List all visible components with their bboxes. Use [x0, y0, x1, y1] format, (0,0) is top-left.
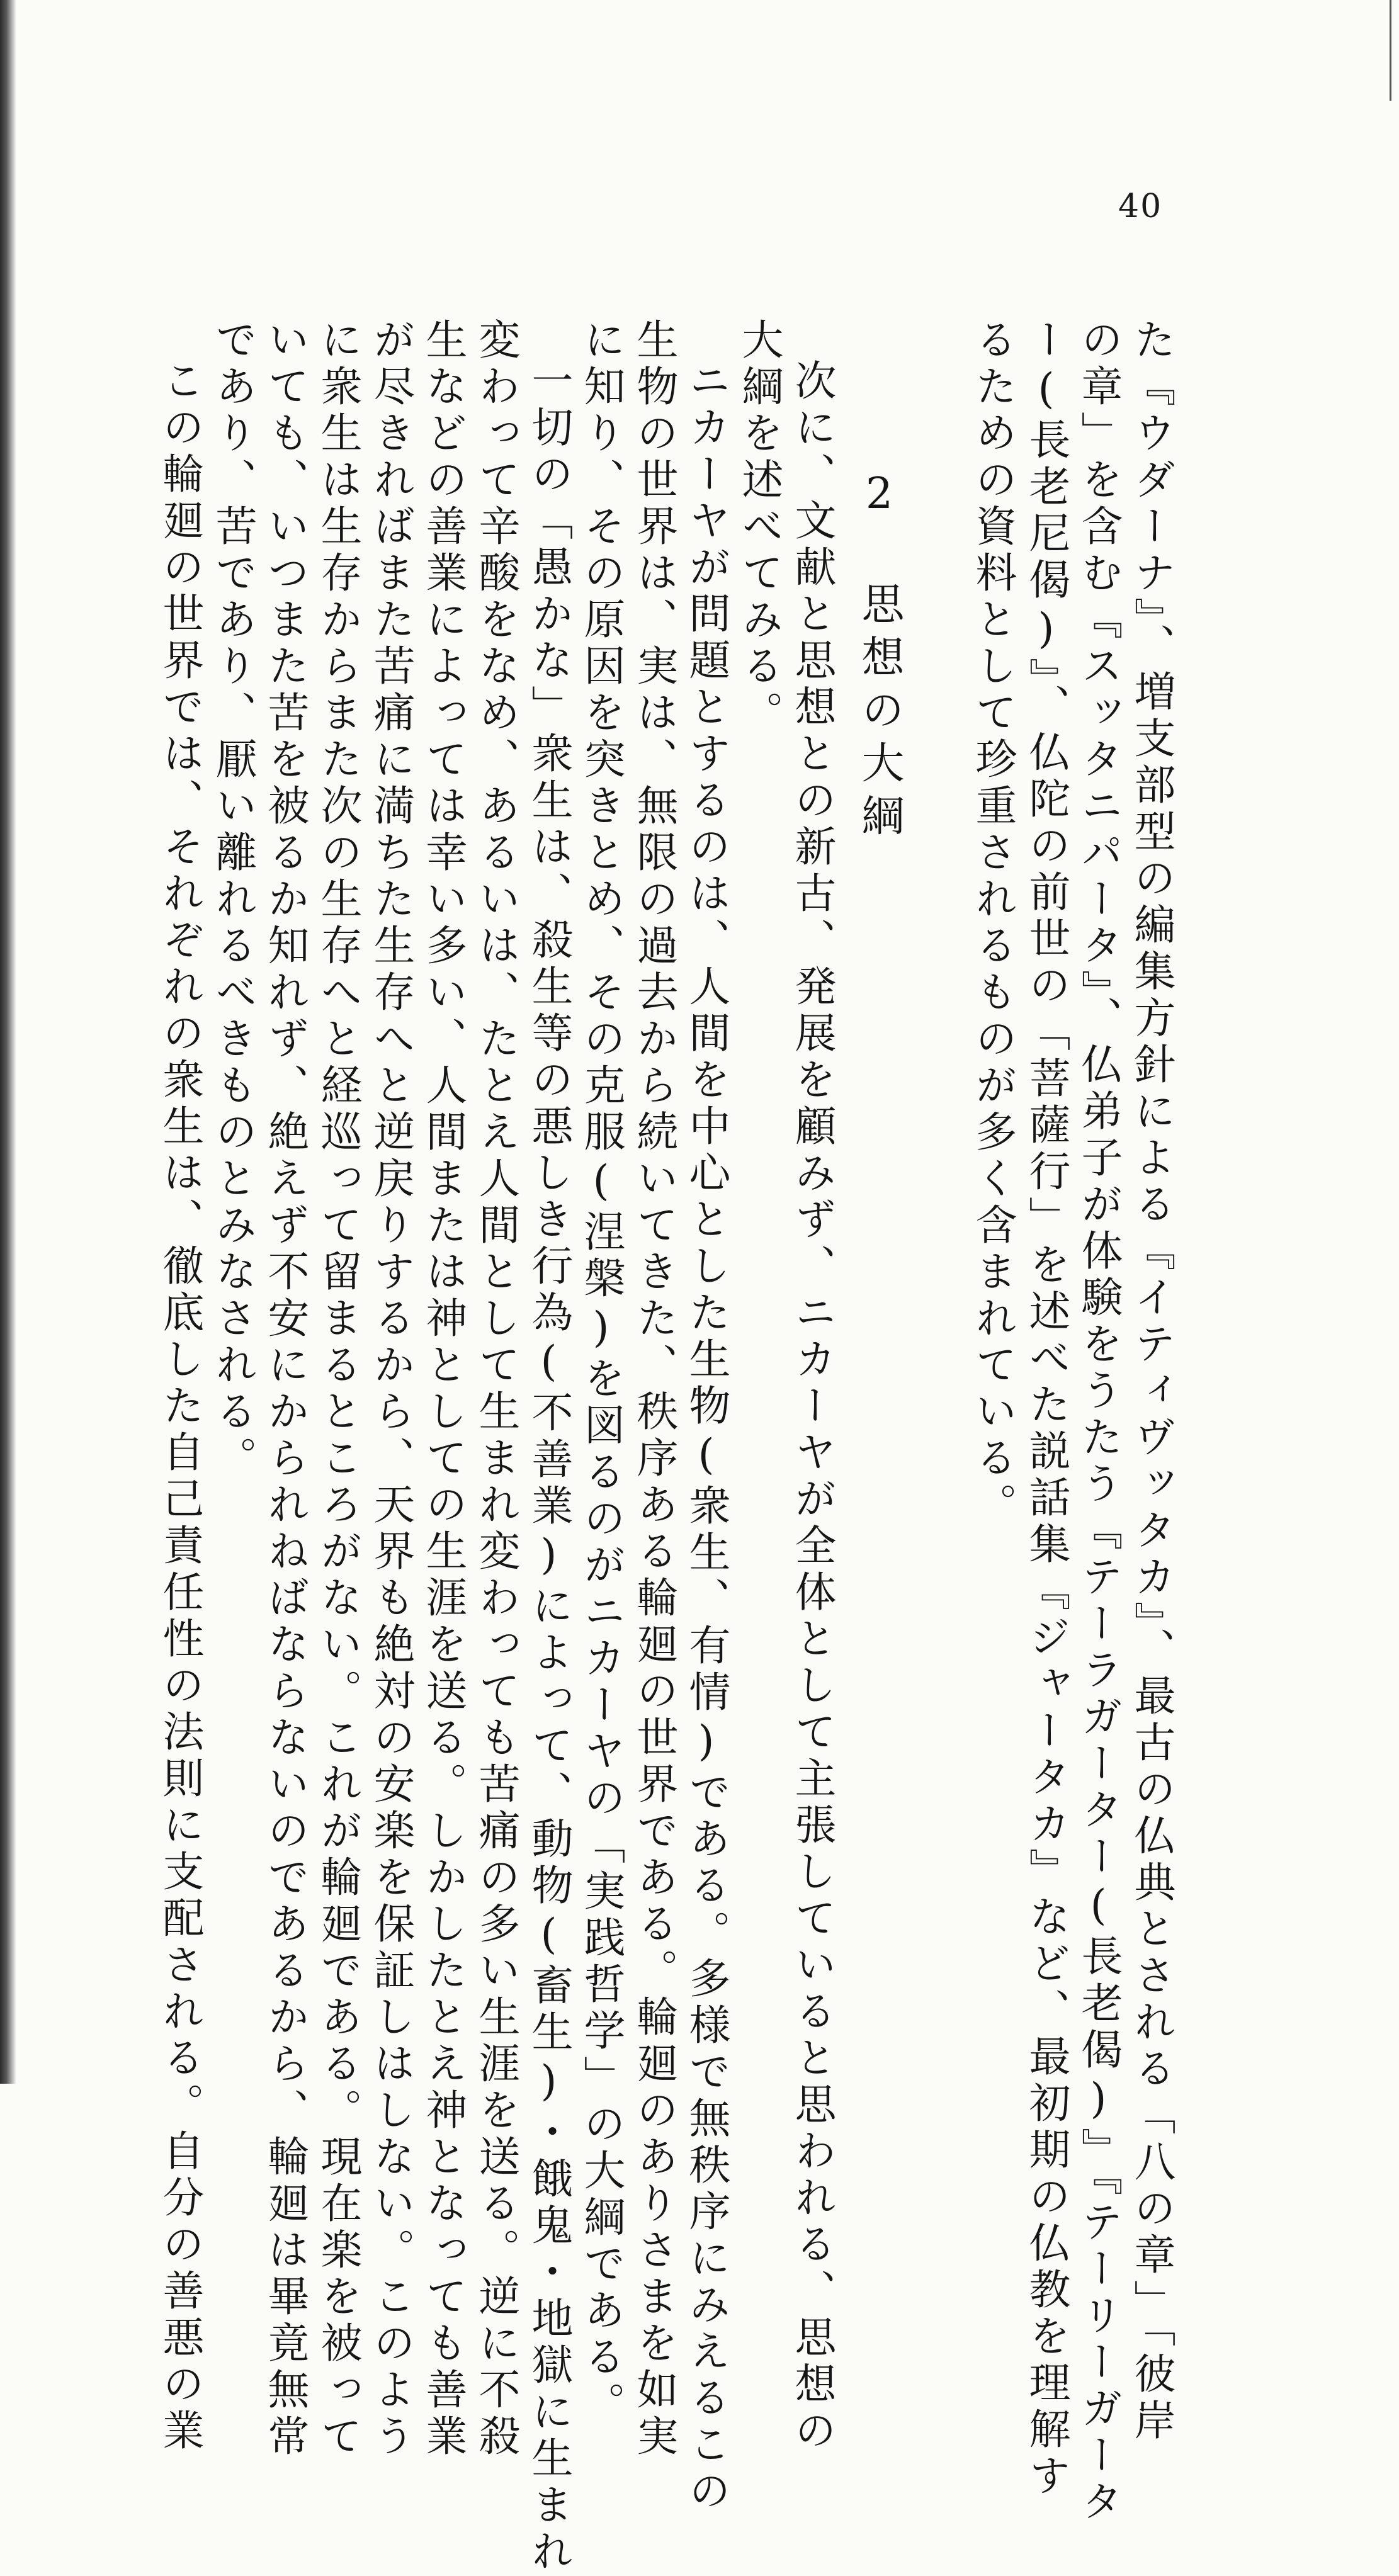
section-number: 2	[854, 469, 904, 529]
text-column-12: 生などの善業によっては幸い多い、人間または神としての生涯を送る。しかしたとえ神となっても善業	[419, 318, 467, 2461]
text-column-17: この輪廻の世界では、それぞれの衆生は、徹底した自己責任性の法則に支配される。自分の善悪の業	[156, 359, 204, 2455]
text-column-4: るための資料として珍重されるものが多く含まれている。	[968, 318, 1017, 1529]
text-column-14: に衆生は生存からまた次の生存へと経巡って留まるところがない。これが輪廻である。現在楽を被って	[314, 318, 362, 2461]
text-column-6: 大綱を述べてみる。	[735, 318, 783, 737]
text-column-11: 変わって辛酸をなめ、あるいは、たとえ人間として生まれ変わっても苦痛の多い生涯を送る。逆に不殺	[472, 318, 520, 2461]
text-column-9: に知り、その原因を突きとめ、その克服(涅槃)を図るのがニカーヤの「実践哲学」の大綱である。	[577, 318, 625, 2428]
text-column-10: 一切の「愚かな」衆生は、殺生等の悪しき行為(不善業)によって、動物(畜生)・餓鬼・地獄に生まれ	[524, 359, 573, 2576]
section-gap	[854, 529, 904, 582]
section-heading	[854, 469, 904, 846]
text-column-2: の章」を含む『スッタニパータ』、仏弟子が体験をうたう『テーラガーター(長老偈)』『テーリーガータ	[1074, 318, 1123, 2526]
binding-shadow	[0, 0, 16, 2084]
text-column-7: ニカーヤが問題とするのは、人間を中心とした生物(衆生、有情)である。多様で無秩序にみえるこの	[682, 359, 730, 2516]
text-column-3: ー(長老尼偈)』、仏陀の前世の「菩薩行」を述べた説話集『ジャータカ』など、最初期の仏教を理解す	[1022, 318, 1070, 2500]
text-column-13: が尽きればまた苦痛に満ちた生存へと逆戻りするから、天界も絶対の安楽を保証しはしない。このよう	[366, 318, 415, 2461]
text-column-5: 次に、文献と思想との新古、発展を顧みず、ニカーヤが全体として主張していると思われる、思想の	[788, 359, 836, 2455]
page-number: 40	[1118, 188, 1163, 225]
section-title: 思想の大綱	[854, 582, 904, 846]
text-column-8: 生物の世界は、実は、無限の過去から続いてきた、秩序ある輪廻の世界である。輪廻のありさまを如実	[630, 318, 678, 2461]
page-edge-line	[1390, 0, 1391, 101]
text-column-1: た『ウダーナ』、増支部型の編集方針による『イティヴッタカ』、最古の仏典とされる「八の章」「彼岸	[1127, 318, 1175, 2445]
text-column-16: であり、苦であり、厭い離れるべきものとみなされる。	[208, 318, 257, 1483]
text-column-15: いても、いつまた苦を被るか知れず、絶えず不安にかられねばならないのであるから、輪廻は畢竟無常	[261, 318, 309, 2461]
